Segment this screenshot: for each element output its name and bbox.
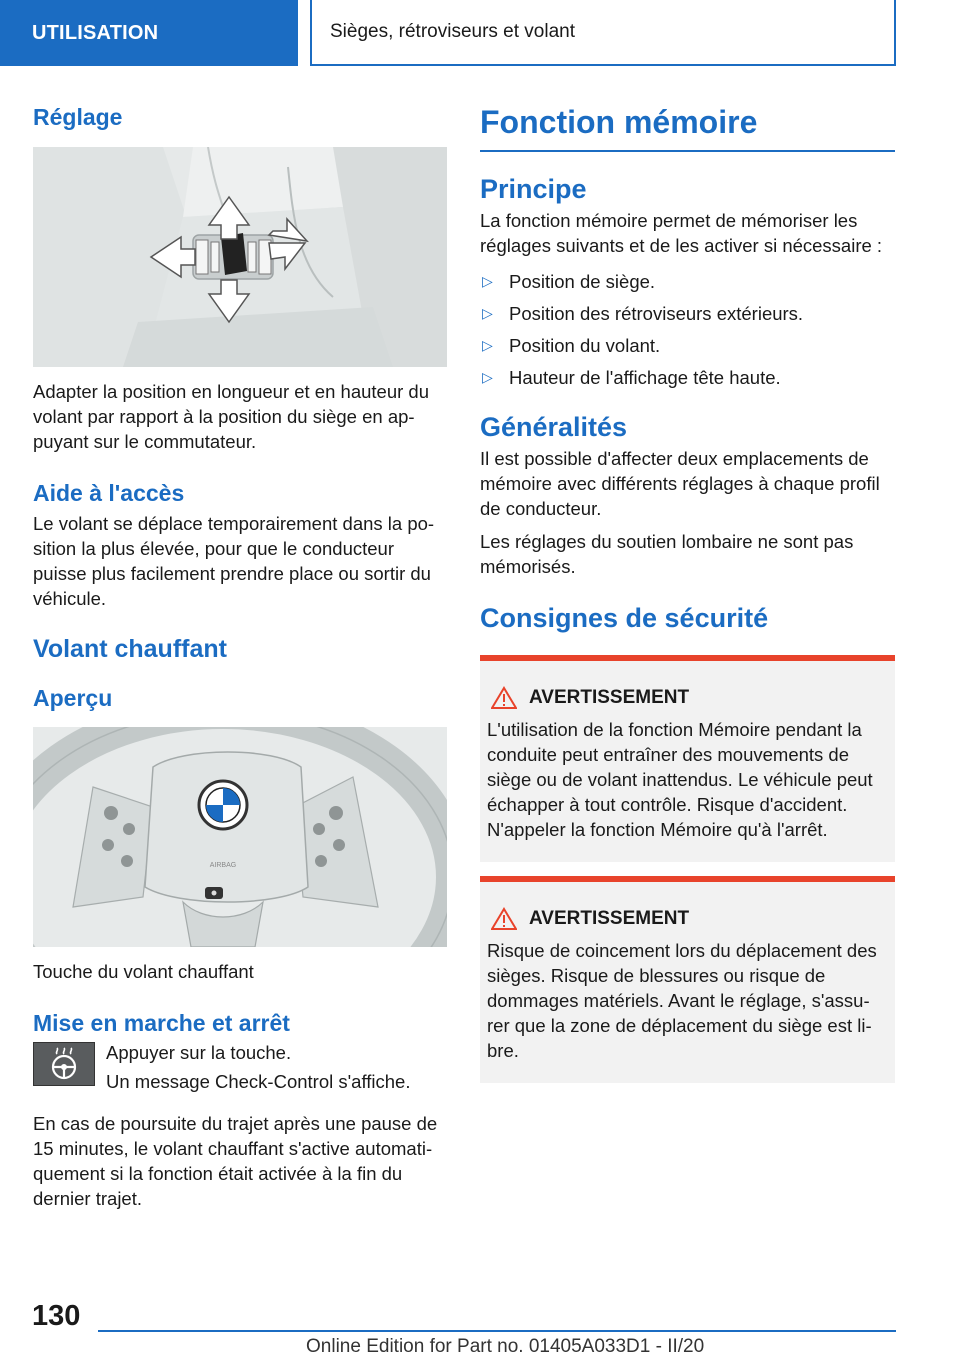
warning-text: Risque de coincement lors du déplacement des sièges. Risque de blessures ou risque de dommages matériels. Avant le réglage, s'assu- rer que la zone de déplacement du siège est li- bre.	[487, 940, 877, 1061]
list-item: ▷ Position du volant.	[482, 335, 661, 356]
reglage-text: Adapter la position en longueur et en hauteur du volant par rapport à la position du siège en ap- puyant sur le commutateur.	[33, 381, 429, 452]
edition-info: Online Edition for Part no. 01405A033D1 - II/20	[306, 1336, 705, 1357]
steering-wheel-illustration	[33, 727, 447, 947]
heated-steering-wheel-icon	[33, 1042, 95, 1086]
list-item: ▷ Hauteur de l'affichage tête haute.	[482, 367, 781, 388]
heading-marche-arret: Mise en marche et arrêt	[33, 1010, 290, 1036]
page-number: 130	[32, 1300, 81, 1332]
warning-triangle-icon	[491, 686, 517, 710]
heading-volant-chauffant: Volant chauffant	[33, 635, 227, 663]
heated-wheel-button-row	[33, 1040, 447, 1094]
heading-apercu: Aperçu	[33, 685, 113, 711]
triangle-bullet-icon: ▷	[482, 305, 493, 321]
principe-text: La fonction mémoire permet de mémoriser les réglages suivants et de les activer si nécessaire :	[480, 210, 883, 256]
heading-fonction-memoire: Fonction mémoire	[480, 100, 895, 152]
figure-steering-adjust-switch	[33, 147, 447, 367]
airbag-label: AIRBAG	[209, 862, 237, 869]
heading-aide-acces: Aide à l'accès	[33, 480, 185, 506]
heading-reglage: Réglage	[33, 104, 123, 130]
memory-settings-list	[480, 269, 895, 390]
figure-steering-wheel	[33, 727, 447, 947]
list-item: ▷ Position de siège.	[482, 271, 656, 292]
warning-box-memory	[480, 655, 895, 862]
heading-consignes-securite: Consignes de sécurité	[480, 603, 769, 633]
chapter-title: Sièges, rétroviseurs et volant	[310, 0, 896, 66]
warning-title: AVERTISSEMENT	[487, 906, 887, 932]
warning-title: AVERTISSEMENT	[487, 685, 887, 711]
warning-text: L'utilisation de la fonction Mémoire pendant la conduite peut entraîner des mouvements de siège ou de volant inattendus. Le véhicule peut échapper à tout contrôle. Risque d'accident. N'appeler la fonction Mémoire qu'à l'arrêt.	[487, 719, 873, 840]
triangle-bullet-icon: ▷	[482, 273, 493, 289]
marche-steps	[106, 1040, 410, 1094]
triangle-bullet-icon: ▷	[482, 337, 493, 353]
heading-principe: Principe	[480, 174, 587, 204]
heading-generalites: Généralités	[480, 412, 628, 442]
apercu-caption: Touche du volant chauffant	[33, 961, 254, 982]
warning-box-pinching	[480, 876, 895, 1083]
generalites-text-2: Les réglages du soutien lombaire ne sont pas mémorisés.	[480, 531, 854, 577]
triangle-bullet-icon: ▷	[482, 369, 493, 385]
list-item: ▷ Position des rétroviseurs extérieurs.	[482, 303, 804, 324]
aide-text: Le volant se déplace temporairement dans la po- sition la plus élevée, pour que le conducteur puisse plus facilement prendre place ou sortir du véhicule.	[33, 513, 435, 609]
footer-divider	[98, 1330, 896, 1332]
marche-text: En cas de poursuite du trajet après une pause de 15 minutes, le volant chauffant s'active automati- quement si la fonction était activée à la fin du dernier trajet.	[33, 1113, 438, 1209]
page-header	[0, 0, 960, 66]
warning-triangle-icon	[491, 907, 517, 931]
generalites-text-1: Il est possible d'affecter deux emplacements de mémoire avec différents réglages à chaque profil de conducteur.	[480, 448, 880, 519]
steering-column-switch-illustration	[33, 147, 447, 367]
marche-step-1: Appuyer sur la touche.	[106, 1042, 292, 1063]
left-column	[33, 100, 447, 1211]
marche-step-2: Un message Check-Control s'affiche.	[106, 1071, 411, 1092]
right-column	[480, 100, 895, 1083]
section-tab: UTILISATION	[0, 0, 298, 66]
